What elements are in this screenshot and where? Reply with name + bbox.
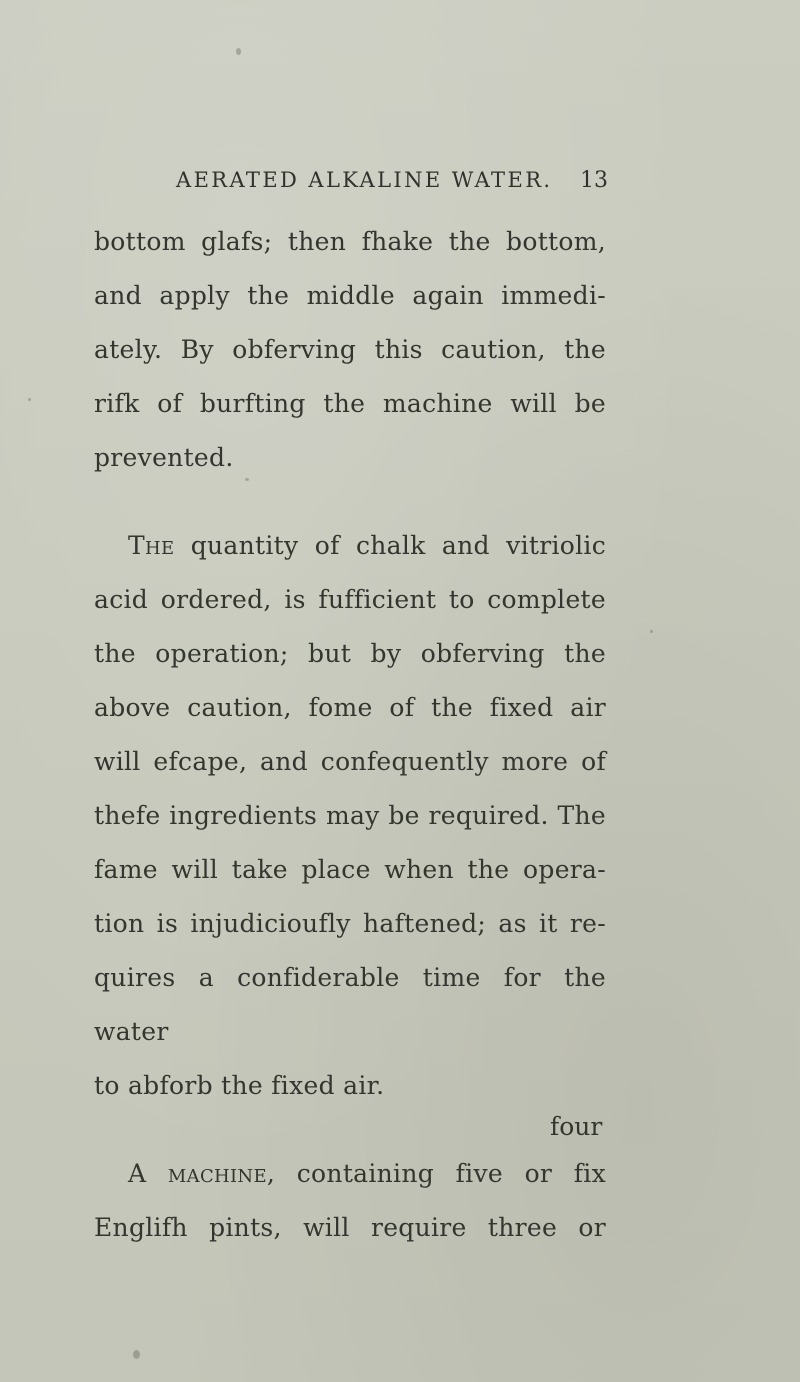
paragraph-line — [94, 1147, 606, 1201]
paragraph-line-rest: quantity of chalk and vitriolic — [174, 531, 606, 560]
paragraph-line: will efcape, and confequently more of — [94, 747, 606, 776]
paragraph-line — [94, 519, 606, 573]
paragraph-lead: A machine, — [128, 1159, 276, 1188]
paragraph-lead: The — [128, 531, 175, 560]
paragraph-line: rifk of burfting the machine will be — [94, 389, 606, 418]
running-title: AERATED ALKALINE WATER. — [176, 168, 553, 192]
paragraph-line: acid ordered, is fufficient to complete — [94, 585, 606, 614]
paragraph-line: thefe ingredients may be required. The — [94, 801, 606, 830]
paragraph-line: the operation; but by obferving the — [94, 639, 606, 668]
paragraph-line: tion is injudicioufly haftened; as it re- — [94, 909, 606, 938]
catchword: four — [550, 1112, 603, 1141]
page-number: 13 — [580, 168, 608, 193]
paragraph-gap — [94, 485, 606, 519]
paragraph-line: quires a confiderable time for the water — [94, 963, 606, 1046]
body-text — [94, 215, 606, 1255]
paragraph-line: above caution, fome of the fixed air — [94, 693, 606, 722]
paragraph-line: bottom glafs; then fhake the bottom, — [94, 227, 606, 256]
paragraph-line: Englifh pints, will require three or — [94, 1213, 606, 1242]
running-header — [176, 168, 608, 202]
paragraph-line: fame will take place when the opera- — [94, 855, 606, 884]
paper-speck — [245, 478, 249, 481]
paper-speck — [650, 630, 653, 633]
paragraph-line: ately. By obferving this caution, the — [94, 335, 606, 364]
paper-speck — [133, 1350, 140, 1359]
paper-speck — [236, 48, 241, 55]
paragraph-line: to abforb the fixed air. — [94, 1071, 385, 1100]
paper-speck — [28, 398, 31, 401]
paragraph-line: prevented. — [94, 443, 234, 472]
paragraph-gap — [94, 1113, 606, 1147]
paragraph-line-rest: containing five or fix — [275, 1159, 606, 1188]
paragraph-line: and apply the middle again immedi- — [94, 281, 606, 310]
